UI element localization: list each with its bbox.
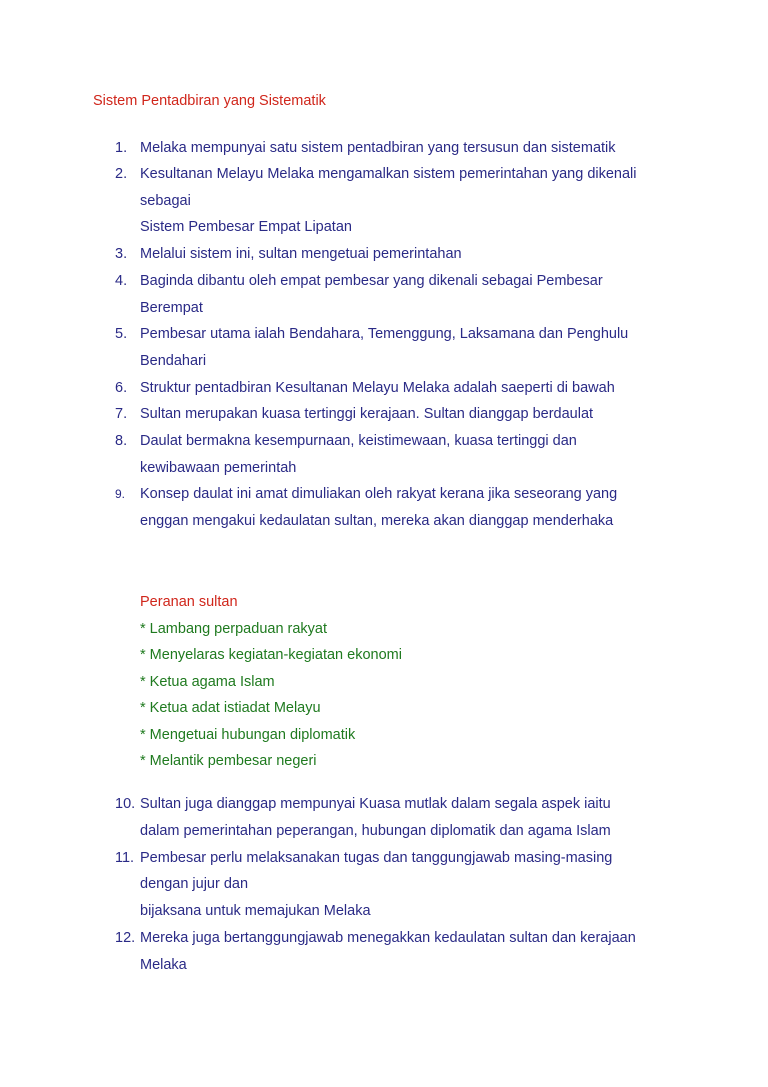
list-number: 10. (115, 796, 136, 812)
list-number: 11. (115, 850, 135, 866)
list-number: 7. (115, 406, 128, 422)
list-item-text: Sistem Pembesar Empat Lipatan (140, 219, 352, 235)
list-item-text: Daulat bermakna kesempurnaan, keistimewaan, kuasa tertinggi dan (140, 433, 577, 449)
list-number: 8. (115, 433, 128, 449)
list-number: 2. (115, 166, 128, 182)
list-item-text: dengan jujur dan (140, 876, 249, 892)
list-number: 4. (115, 273, 128, 289)
list-item-text: bijaksana untuk memajukan Melaka (140, 903, 371, 919)
list-item-text: Bendahari (140, 353, 207, 369)
list-item-text: Berempat (140, 300, 203, 316)
list-number: 12. (115, 930, 136, 946)
bullet-point: * Menyelaras kegiatan-kegiatan ekonomi (140, 647, 402, 663)
list-item-text: Melaka (140, 957, 187, 973)
list-item-text: Melaka mempunyai satu sistem pentadbiran yang tersusun dan sistematik (140, 140, 616, 156)
section-heading: Peranan sultan (140, 594, 238, 610)
list-number: 6. (115, 380, 128, 396)
list-number: 9. (115, 487, 126, 501)
list-item-text: Mereka juga bertanggungjawab menegakkan kedaulatan sultan dan kerajaan (140, 930, 636, 946)
list-item-text: Baginda dibantu oleh empat pembesar yang dikenali sebagai Pembesar (140, 273, 603, 289)
list-item-text: kewibawaan pemerintah (140, 460, 297, 476)
list-item-text: Melalui sistem ini, sultan mengetuai pemerintahan (140, 246, 462, 262)
bullet-point: * Melantik pembesar negeri (140, 753, 317, 769)
list-number: 3. (115, 246, 128, 262)
list-item-text: Sultan juga dianggap mempunyai Kuasa mutlak dalam segala aspek iaitu (140, 796, 611, 812)
bullet-point: * Ketua agama Islam (140, 674, 275, 690)
list-item-text: Sultan merupakan kuasa tertinggi kerajaan. Sultan dianggap berdaulat (140, 406, 594, 422)
list-item-text: Pembesar utama ialah Bendahara, Temenggung, Laksamana dan Penghulu (140, 326, 629, 342)
list-item-text: Konsep daulat ini amat dimuliakan oleh rakyat kerana jika seseorang yang (140, 486, 618, 502)
bullet-point: * Ketua adat istiadat Melayu (140, 700, 321, 716)
list-item-text: Struktur pentadbiran Kesultanan Melayu Melaka adalah saeperti di bawah (140, 380, 615, 396)
list-item-text: dalam pemerintahan peperangan, hubungan diplomatik dan agama Islam (140, 823, 611, 839)
list-number: 5. (115, 326, 128, 342)
page-title: Sistem Pentadbiran yang Sistematik (93, 93, 326, 109)
bullet-point: * Lambang perpaduan rakyat (140, 621, 328, 637)
list-item-text: Pembesar perlu melaksanakan tugas dan tanggungjawab masing-masing (140, 850, 613, 866)
list-item-text: Kesultanan Melayu Melaka mengamalkan sistem pemerintahan yang dikenali (140, 166, 637, 182)
list-number: 1. (115, 140, 128, 156)
bullet-point: * Mengetuai hubungan diplomatik (140, 727, 356, 743)
list-item-text: sebagai (140, 193, 191, 209)
list-item-text: enggan mengakui kedaulatan sultan, mereka akan dianggap menderhaka (140, 513, 614, 529)
